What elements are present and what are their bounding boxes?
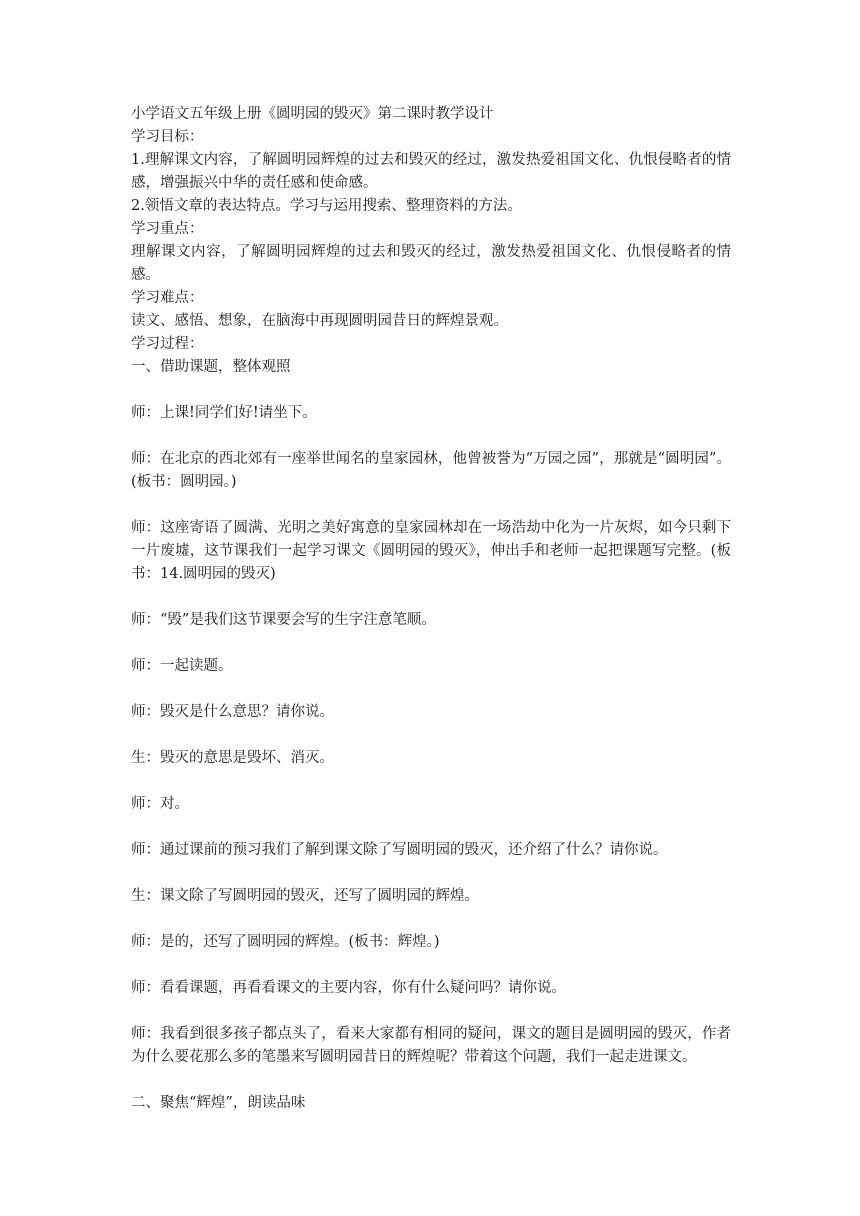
dialogue-paragraph: 师：在北京的西北郊有一座举世闻名的皇家园林，他曾被誉为“万园之园”，那就是“圆明园”。(板书：圆明园。) — [131, 451, 731, 490]
dialogue-paragraph: 师：看看课题，再看看课文的主要内容，你有什么疑问吗？请你说。 — [131, 980, 566, 996]
dialogue-paragraph: 师：这座寄语了圆满、光明之美好寓意的皇家园林却在一场浩劫中化为一片灰烬，如今只剩下一片废墟，这节课我们一起学习课文《圆明园的毁灭》，伸出手和老师一起把课题写完整。(板书：14.圆明园的毁灭) — [131, 520, 731, 582]
objectives-heading: 学习目标： — [131, 129, 204, 145]
key-points-heading: 学习重点： — [131, 221, 204, 237]
section-heading-2: 二、聚焦“辉煌”，朗读品味 — [131, 1095, 306, 1111]
section-heading-1: 一、借助课题，整体观照 — [131, 359, 291, 375]
dialogue-paragraph: 师：一起读题。 — [131, 658, 233, 674]
dialogue-paragraph: 师：“毁”是我们这节课要会写的生字注意笔顺。 — [131, 612, 436, 628]
difficulties-text: 读文、感悟、想象，在脑海中再现圆明园昔日的辉煌景观。 — [131, 313, 508, 329]
dialogue-paragraph: 师：上课!同学们好!请坐下。 — [131, 405, 317, 421]
dialogue-paragraph: 生：课文除了写圆明园的毁灭，还写了圆明园的辉煌。 — [131, 888, 479, 904]
dialogue-paragraph: 师：对。 — [131, 796, 189, 812]
difficulties-heading: 学习难点： — [131, 290, 204, 306]
dialogue-paragraph: 师：是的，还写了圆明园的辉煌。(板书：辉煌。) — [131, 934, 440, 950]
dialogue-paragraph: 师：我看到很多孩子都点头了，看来大家都有相同的疑问，课文的题目是圆明园的毁灭，作者为什么要花那么多的笔墨来写圆明园昔日的辉煌呢？带着这个问题，我们一起走进课文。 — [131, 1026, 731, 1065]
dialogue-paragraph: 生：毁灭的意思是毁坏、消灭。 — [131, 750, 334, 766]
key-points-text: 理解课文内容，了解圆明园辉煌的过去和毁灭的经过，激发热爱祖国文化、仇恨侵略者的情感。 — [131, 244, 731, 283]
dialogue-paragraph: 师：毁灭是什么意思？请你说。 — [131, 704, 334, 720]
dialogue-paragraph: 师：通过课前的预习我们了解到课文除了写圆明园的毁灭，还介绍了什么？请你说。 — [131, 842, 668, 858]
objective-2: 2.领悟文章的表达特点。学习与运用搜索、整理资料的方法。 — [131, 198, 522, 214]
objective-1: 1.理解课文内容，了解圆明园辉煌的过去和毁灭的经过，激发热爱祖国文化、仇恨侵略者的情感，增强振兴中华的责任感和使命感。 — [131, 152, 731, 191]
process-heading: 学习过程： — [131, 336, 204, 352]
document-page — [131, 103, 731, 1115]
document-title: 小学语文五年级上册《圆明园的毁灭》第二课时教学设计 — [131, 106, 494, 122]
